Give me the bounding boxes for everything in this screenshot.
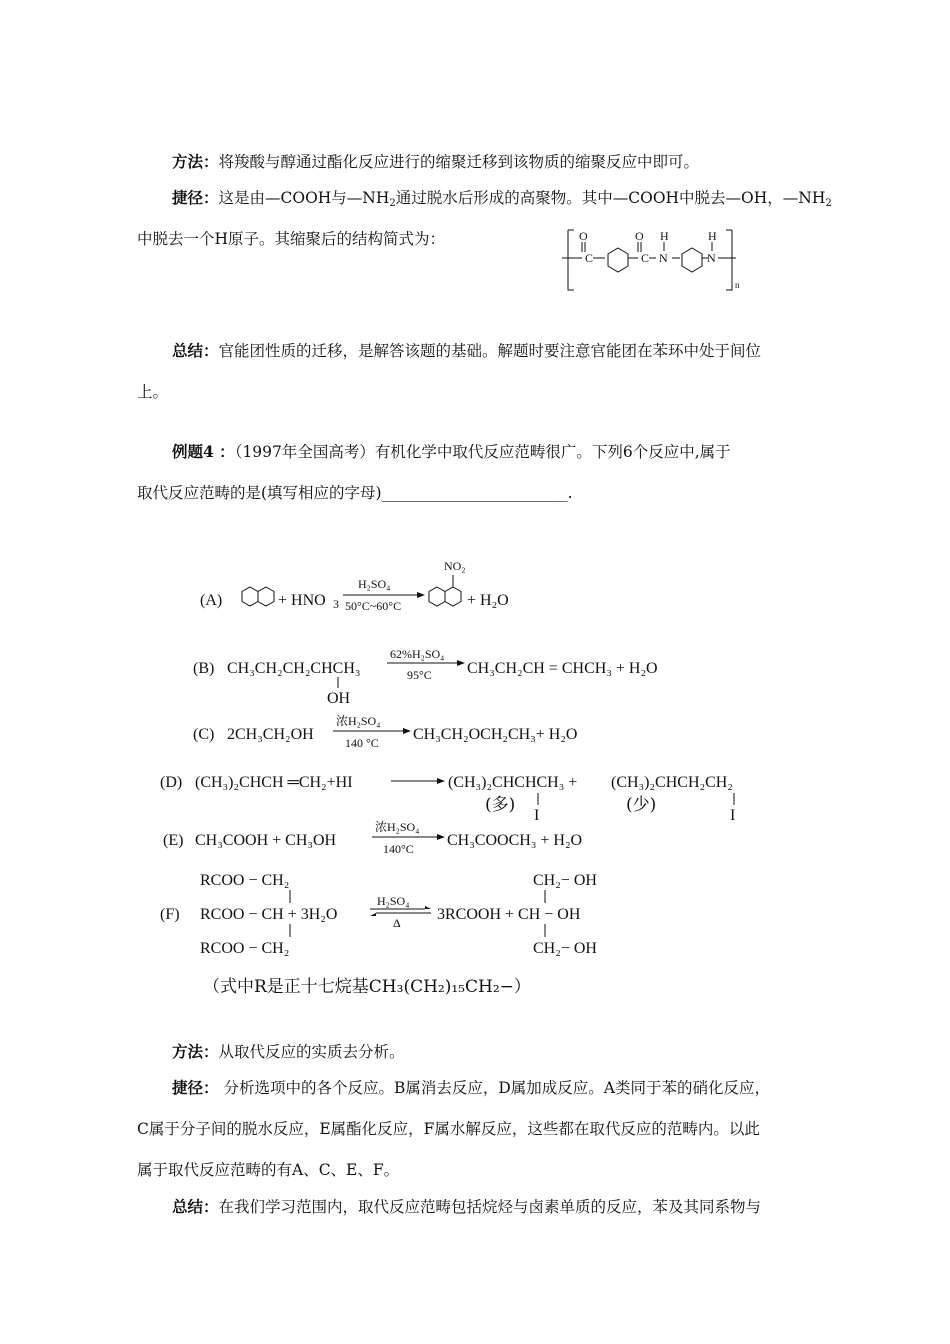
method-label-2: 方法： bbox=[172, 1042, 219, 1061]
naphthalene-icon bbox=[242, 587, 274, 606]
reaction-a-reagent: + HNO bbox=[278, 592, 326, 609]
reaction-e-label: (E) bbox=[163, 832, 184, 849]
reaction-a-label: (A) bbox=[200, 592, 223, 609]
reaction-b-label: (B) bbox=[193, 660, 215, 677]
reaction-c-reactant: 2CH₃CH₂OH bbox=[227, 726, 314, 743]
reaction-f-label: (F) bbox=[160, 906, 180, 923]
method-text-2: 从取代反应的实质去分析。 bbox=[218, 1043, 405, 1061]
shortcut-text-part3: 中脱去一个H原子。其缩聚后的结构简式为： bbox=[137, 230, 446, 248]
polymer-n-subscript: n bbox=[735, 280, 740, 290]
reaction-a-product: + H₂O bbox=[467, 592, 509, 609]
reaction-e-reactant: CH₃COOH + CH₃OH bbox=[195, 832, 337, 849]
summary-text-2: 上。 bbox=[137, 383, 169, 401]
summary-label: 总结： bbox=[172, 341, 219, 360]
shortcut-paragraph-2 bbox=[172, 1077, 770, 1099]
reaction-a-no2: NO₂ bbox=[444, 559, 466, 573]
reaction-a-catalyst: H₂SO₄ bbox=[358, 577, 391, 591]
reaction-f-note: （式中R是正十七烷基CH₃(CH₂)₁₅CH₂−） bbox=[203, 977, 531, 997]
shortcut-label: 捷径： bbox=[172, 188, 219, 207]
shortcut-paragraph-1-cont bbox=[137, 228, 445, 250]
example-text-2: 取代反应范畴的是(填写相应的字母)________________________. bbox=[137, 484, 573, 502]
subscript: 2 bbox=[825, 198, 832, 209]
polymer-c2: C bbox=[641, 251, 650, 265]
example-text-1: （1997年全国高考）有机化学中取代反应范畴很广。下列6个反应中,属于 bbox=[234, 443, 731, 461]
summary-text-1: 官能团性质的迁移，是解答该题的基础。解题时要注意官能团在苯环中处于间位 bbox=[218, 342, 762, 360]
reaction-d-product-minor: (CH₃)₂CHCH₂CH₂ bbox=[611, 774, 733, 791]
subscript: 2 bbox=[389, 198, 396, 209]
reaction-b-temp: 95°C bbox=[407, 668, 432, 682]
reaction-a-sub: 3 bbox=[333, 597, 339, 611]
shortcut-text-part2: 通过脱水后形成的高聚物。其中—COOH中脱去—OH，—NH bbox=[395, 189, 826, 207]
reaction-d-iodine-2: I bbox=[730, 807, 736, 824]
nitronaphthalene-icon bbox=[429, 575, 461, 606]
shortcut-paragraph-1 bbox=[172, 187, 832, 209]
reaction-c-label: (C) bbox=[193, 726, 215, 743]
summary-paragraph-1 bbox=[172, 340, 761, 362]
reaction-d-minor-tag: (少) bbox=[626, 795, 657, 815]
reaction-b-product: CH₃CH₂CH = CHCH₃ + H₂O bbox=[467, 660, 658, 677]
shortcut-paragraph-2-line3 bbox=[137, 1159, 399, 1181]
example-label: 例题4 ： bbox=[172, 442, 235, 461]
shortcut-label-2: 捷径： bbox=[172, 1078, 219, 1097]
method-text: 将羧酸与醇通过酯化反应进行的缩聚迁移到该物质的缩聚反应中即可。 bbox=[218, 153, 700, 171]
reaction-c-catalyst: 浓H₂SO₄ bbox=[336, 714, 381, 728]
summary-paragraph-1-cont bbox=[137, 381, 168, 403]
reaction-f-heat: Δ bbox=[393, 916, 401, 930]
example-4-heading bbox=[172, 441, 731, 463]
reaction-e-temp: 140°C bbox=[383, 842, 414, 856]
example-4-question bbox=[137, 482, 573, 504]
reaction-f-product: 3RCOOH + CH − OH bbox=[437, 906, 581, 923]
reaction-f-ester-top: RCOO − CH₂ bbox=[200, 872, 290, 889]
reaction-c-temp: 140 °C bbox=[345, 736, 379, 750]
shortcut-paragraph-2-line2 bbox=[137, 1118, 760, 1140]
method-paragraph-2 bbox=[172, 1041, 405, 1063]
summary-paragraph-2 bbox=[172, 1196, 761, 1218]
reaction-d-reactant: (CH₃)₂CHCH ═CH₂+HI bbox=[195, 774, 353, 791]
polymer-o2: O bbox=[635, 229, 644, 243]
reaction-b-oh: OH bbox=[327, 690, 351, 707]
polymer-h1: H bbox=[660, 229, 669, 243]
reaction-d-product-major: (CH₃)₂CHCHCH₃ + bbox=[448, 774, 578, 791]
reaction-d-major-tag: (多) bbox=[485, 795, 516, 815]
method-label: 方法： bbox=[172, 152, 219, 171]
polymer-o1: O bbox=[579, 229, 588, 243]
reaction-e-catalyst: 浓H₂SO₄ bbox=[375, 820, 420, 834]
reaction-f-catalyst: H₂SO₄ bbox=[377, 894, 410, 908]
reaction-a-temp: 50°C~60°C bbox=[345, 599, 402, 613]
reaction-b-catalyst: 62%H₂SO₄ bbox=[390, 647, 445, 661]
shortcut-2-text-1: 分析选项中的各个反应。B属消去反应，D属加成反应。A类同于苯的硝化反应， bbox=[218, 1079, 770, 1097]
polymer-c1: C bbox=[585, 251, 594, 265]
shortcut-text-part1: 这是由—COOH与—NH bbox=[218, 189, 390, 207]
summary-label-2: 总结： bbox=[172, 1197, 219, 1216]
reaction-e-product: CH₃COOCH₃ + H₂O bbox=[447, 832, 583, 849]
reactions-figure bbox=[155, 555, 795, 1005]
reaction-f-ester-mid: RCOO − CH + 3H₂O bbox=[200, 906, 338, 923]
summary-2-text: 在我们学习范围内，取代反应范畴包括烷烃与卤素单质的反应，苯及其同系物与 bbox=[218, 1198, 762, 1216]
shortcut-2-text-2: C属于分子间的脱水反应，E属酯化反应，F属水解反应，这些都在取代反应的范畴内。以此 bbox=[137, 1120, 760, 1138]
polymer-h2: H bbox=[708, 229, 717, 243]
reaction-d-iodine-1: I bbox=[534, 807, 540, 824]
reaction-c-product: CH₃CH₂OCH₂CH₃+ H₂O bbox=[413, 726, 578, 743]
reaction-b-reactant: CH₃CH₂CH₂CHCH₃ bbox=[227, 660, 361, 677]
reaction-d-label: (D) bbox=[160, 774, 183, 791]
reaction-f-glycerol-top: CH₂− OH bbox=[533, 872, 597, 889]
reaction-f-ester-bottom: RCOO − CH₂ bbox=[200, 940, 290, 957]
polymer-n2: N bbox=[707, 251, 716, 265]
shortcut-2-text-3: 属于取代反应范畴的有A、C、E、F。 bbox=[137, 1161, 400, 1179]
polymer-structure bbox=[560, 222, 760, 292]
reaction-f-glycerol-bottom: CH₂− OH bbox=[533, 940, 597, 957]
method-paragraph-1 bbox=[172, 151, 699, 173]
polymer-n1: N bbox=[659, 251, 668, 265]
